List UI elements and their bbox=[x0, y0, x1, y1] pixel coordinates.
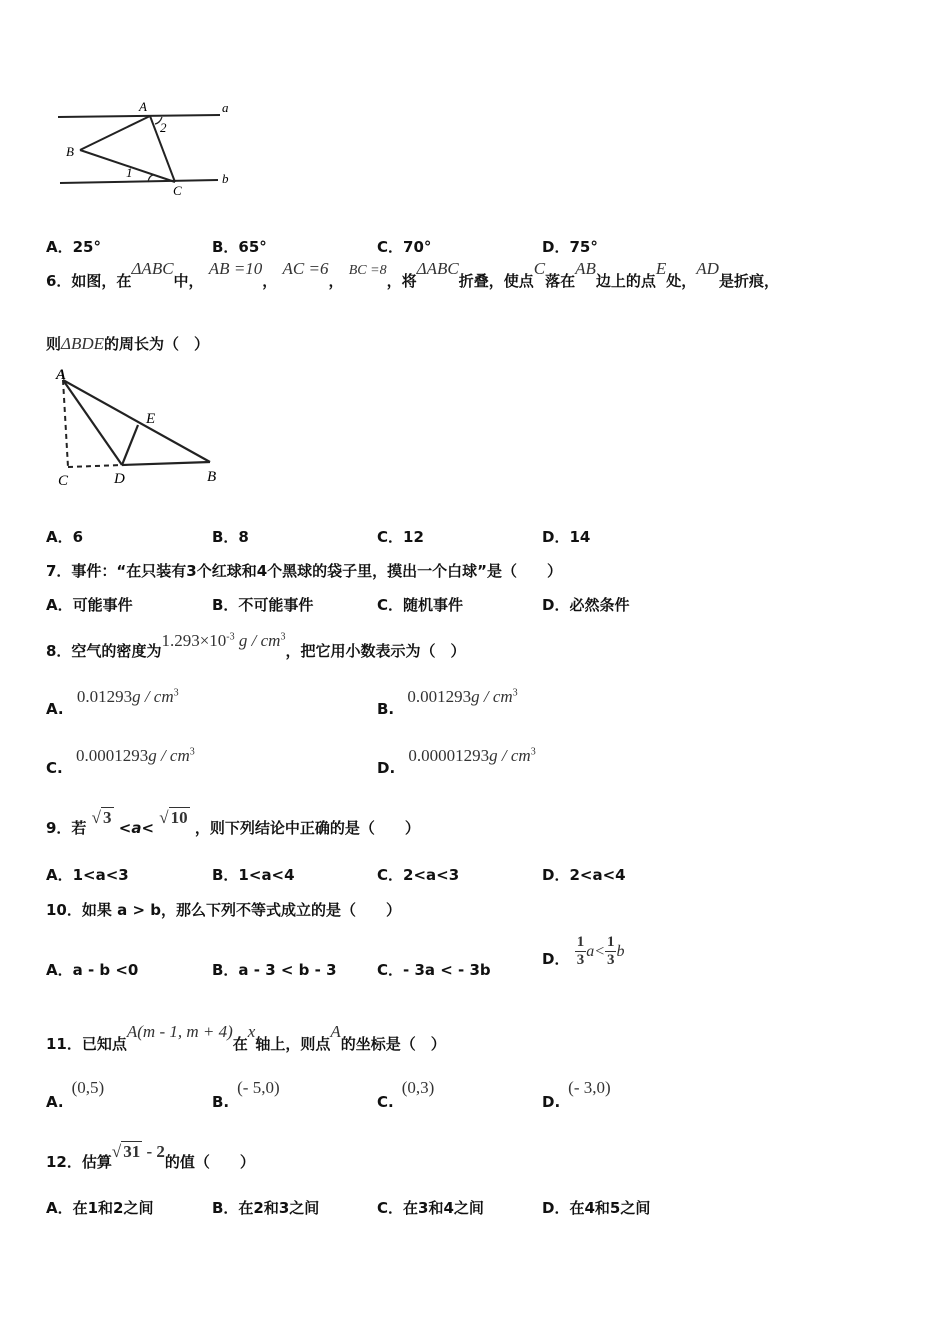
label-E: E bbox=[146, 411, 156, 427]
q10-option-c[interactable]: C．- 3a < - 3b bbox=[377, 961, 491, 979]
q6-option-b[interactable]: B．8 bbox=[212, 528, 249, 546]
q9-option-c[interactable]: C．2<a<3 bbox=[377, 866, 460, 884]
label-C: C bbox=[173, 183, 182, 198]
q6-stem-line1: 6．如图，在ΔABC中， AB =10， AC =6， BC =8，将ΔABC折叠，使点C落在AB边上的点E处，AD是折痕， bbox=[46, 259, 779, 290]
q7-option-c[interactable]: C．随机事件 bbox=[377, 596, 464, 614]
q7-option-a[interactable]: A．可能事件 bbox=[46, 596, 133, 614]
q5-option-c[interactable]: C．70° bbox=[377, 238, 432, 256]
q12-option-c[interactable]: C．在3和4之间 bbox=[377, 1199, 484, 1217]
q6-stem-line2: 则ΔBDE的周长为（ ） bbox=[46, 334, 210, 353]
q12-option-d[interactable]: D．在4和5之间 bbox=[542, 1199, 651, 1217]
q6-option-d[interactable]: D．14 bbox=[542, 528, 591, 546]
label-A: A bbox=[139, 99, 147, 114]
q6-option-c[interactable]: C．12 bbox=[377, 528, 424, 546]
q8-option-a[interactable]: A. $0.01293g / cm^3$ bbox=[46, 687, 179, 718]
q7-option-b[interactable]: B．不可能事件 bbox=[212, 596, 314, 614]
label-b: b bbox=[222, 171, 229, 186]
q10-option-a[interactable]: A．a - b <0 bbox=[46, 961, 139, 979]
label-A: A bbox=[56, 367, 67, 383]
q11-option-c[interactable]: C.(0,3) bbox=[377, 1078, 435, 1111]
q5-option-d[interactable]: D．75° bbox=[542, 238, 598, 256]
q9-option-d[interactable]: D．2<a<4 bbox=[542, 866, 626, 884]
label-a: a bbox=[222, 100, 229, 115]
q11-option-a[interactable]: A.(0,5) bbox=[46, 1078, 105, 1111]
q10-option-d[interactable]: D． $\frac{1}{3}$ a< $\frac{1}{3}$ b bbox=[542, 934, 625, 968]
q11-stem: 11．已知点A(m - 1, m + 4)在x轴上，则点A的坐标是（ ） bbox=[46, 1022, 446, 1053]
label-1: 1 bbox=[126, 165, 133, 180]
label-B: B bbox=[66, 144, 74, 159]
label-B: B bbox=[207, 469, 217, 485]
q9-stem: 9．若 √ 3 <a< √ 10 ，则下列结论中正确的是（ ） bbox=[46, 808, 420, 837]
q7-option-d[interactable]: D．必然条件 bbox=[542, 596, 630, 614]
q12-option-b[interactable]: B．在2和3之间 bbox=[212, 1199, 320, 1217]
parallel-lines-figure bbox=[50, 95, 250, 200]
q9-option-b[interactable]: B．1<a<4 bbox=[212, 866, 295, 884]
q8-option-d[interactable]: D. $0.00001293g / cm^3$ bbox=[377, 746, 536, 777]
q10-option-b[interactable]: B．a - 3 < b - 3 bbox=[212, 961, 337, 979]
q12-option-a[interactable]: A．在1和2之间 bbox=[46, 1199, 154, 1217]
label-C: C bbox=[58, 473, 69, 489]
q12-stem: 12．估算√ 31 - 2的值（ ） bbox=[46, 1142, 255, 1171]
q6-option-a[interactable]: A．6 bbox=[46, 528, 84, 546]
q5-option-b[interactable]: B．65° bbox=[212, 238, 267, 256]
q8-option-c[interactable]: C. $0.0001293g / cm^3$ bbox=[46, 746, 195, 777]
q9-option-a[interactable]: A．1<a<3 bbox=[46, 866, 129, 884]
q8-stem: 8．空气的密度为$1.293\times 10^{-3}$ g / $cm^3$，把它用小数表示为（ ） bbox=[46, 631, 466, 660]
q10-stem: 10．如果 a > b，那么下列不等式成立的是（ ） bbox=[46, 901, 401, 919]
q11-option-d[interactable]: D.(- 3,0) bbox=[542, 1078, 611, 1111]
q8-option-b[interactable]: B. $0.001293g / cm^3$ bbox=[377, 687, 518, 718]
q11-option-b[interactable]: B.(- 5,0) bbox=[212, 1078, 280, 1111]
label-D: D bbox=[114, 471, 125, 487]
label-2: 2 bbox=[160, 120, 167, 135]
triangle-fold-figure bbox=[50, 365, 240, 490]
q7-stem: 7．事件：“在只装有3个红球和4个黑球的袋子里，摸出一个白球”是（ ） bbox=[46, 562, 563, 580]
q5-option-a[interactable]: A．25° bbox=[46, 238, 101, 256]
